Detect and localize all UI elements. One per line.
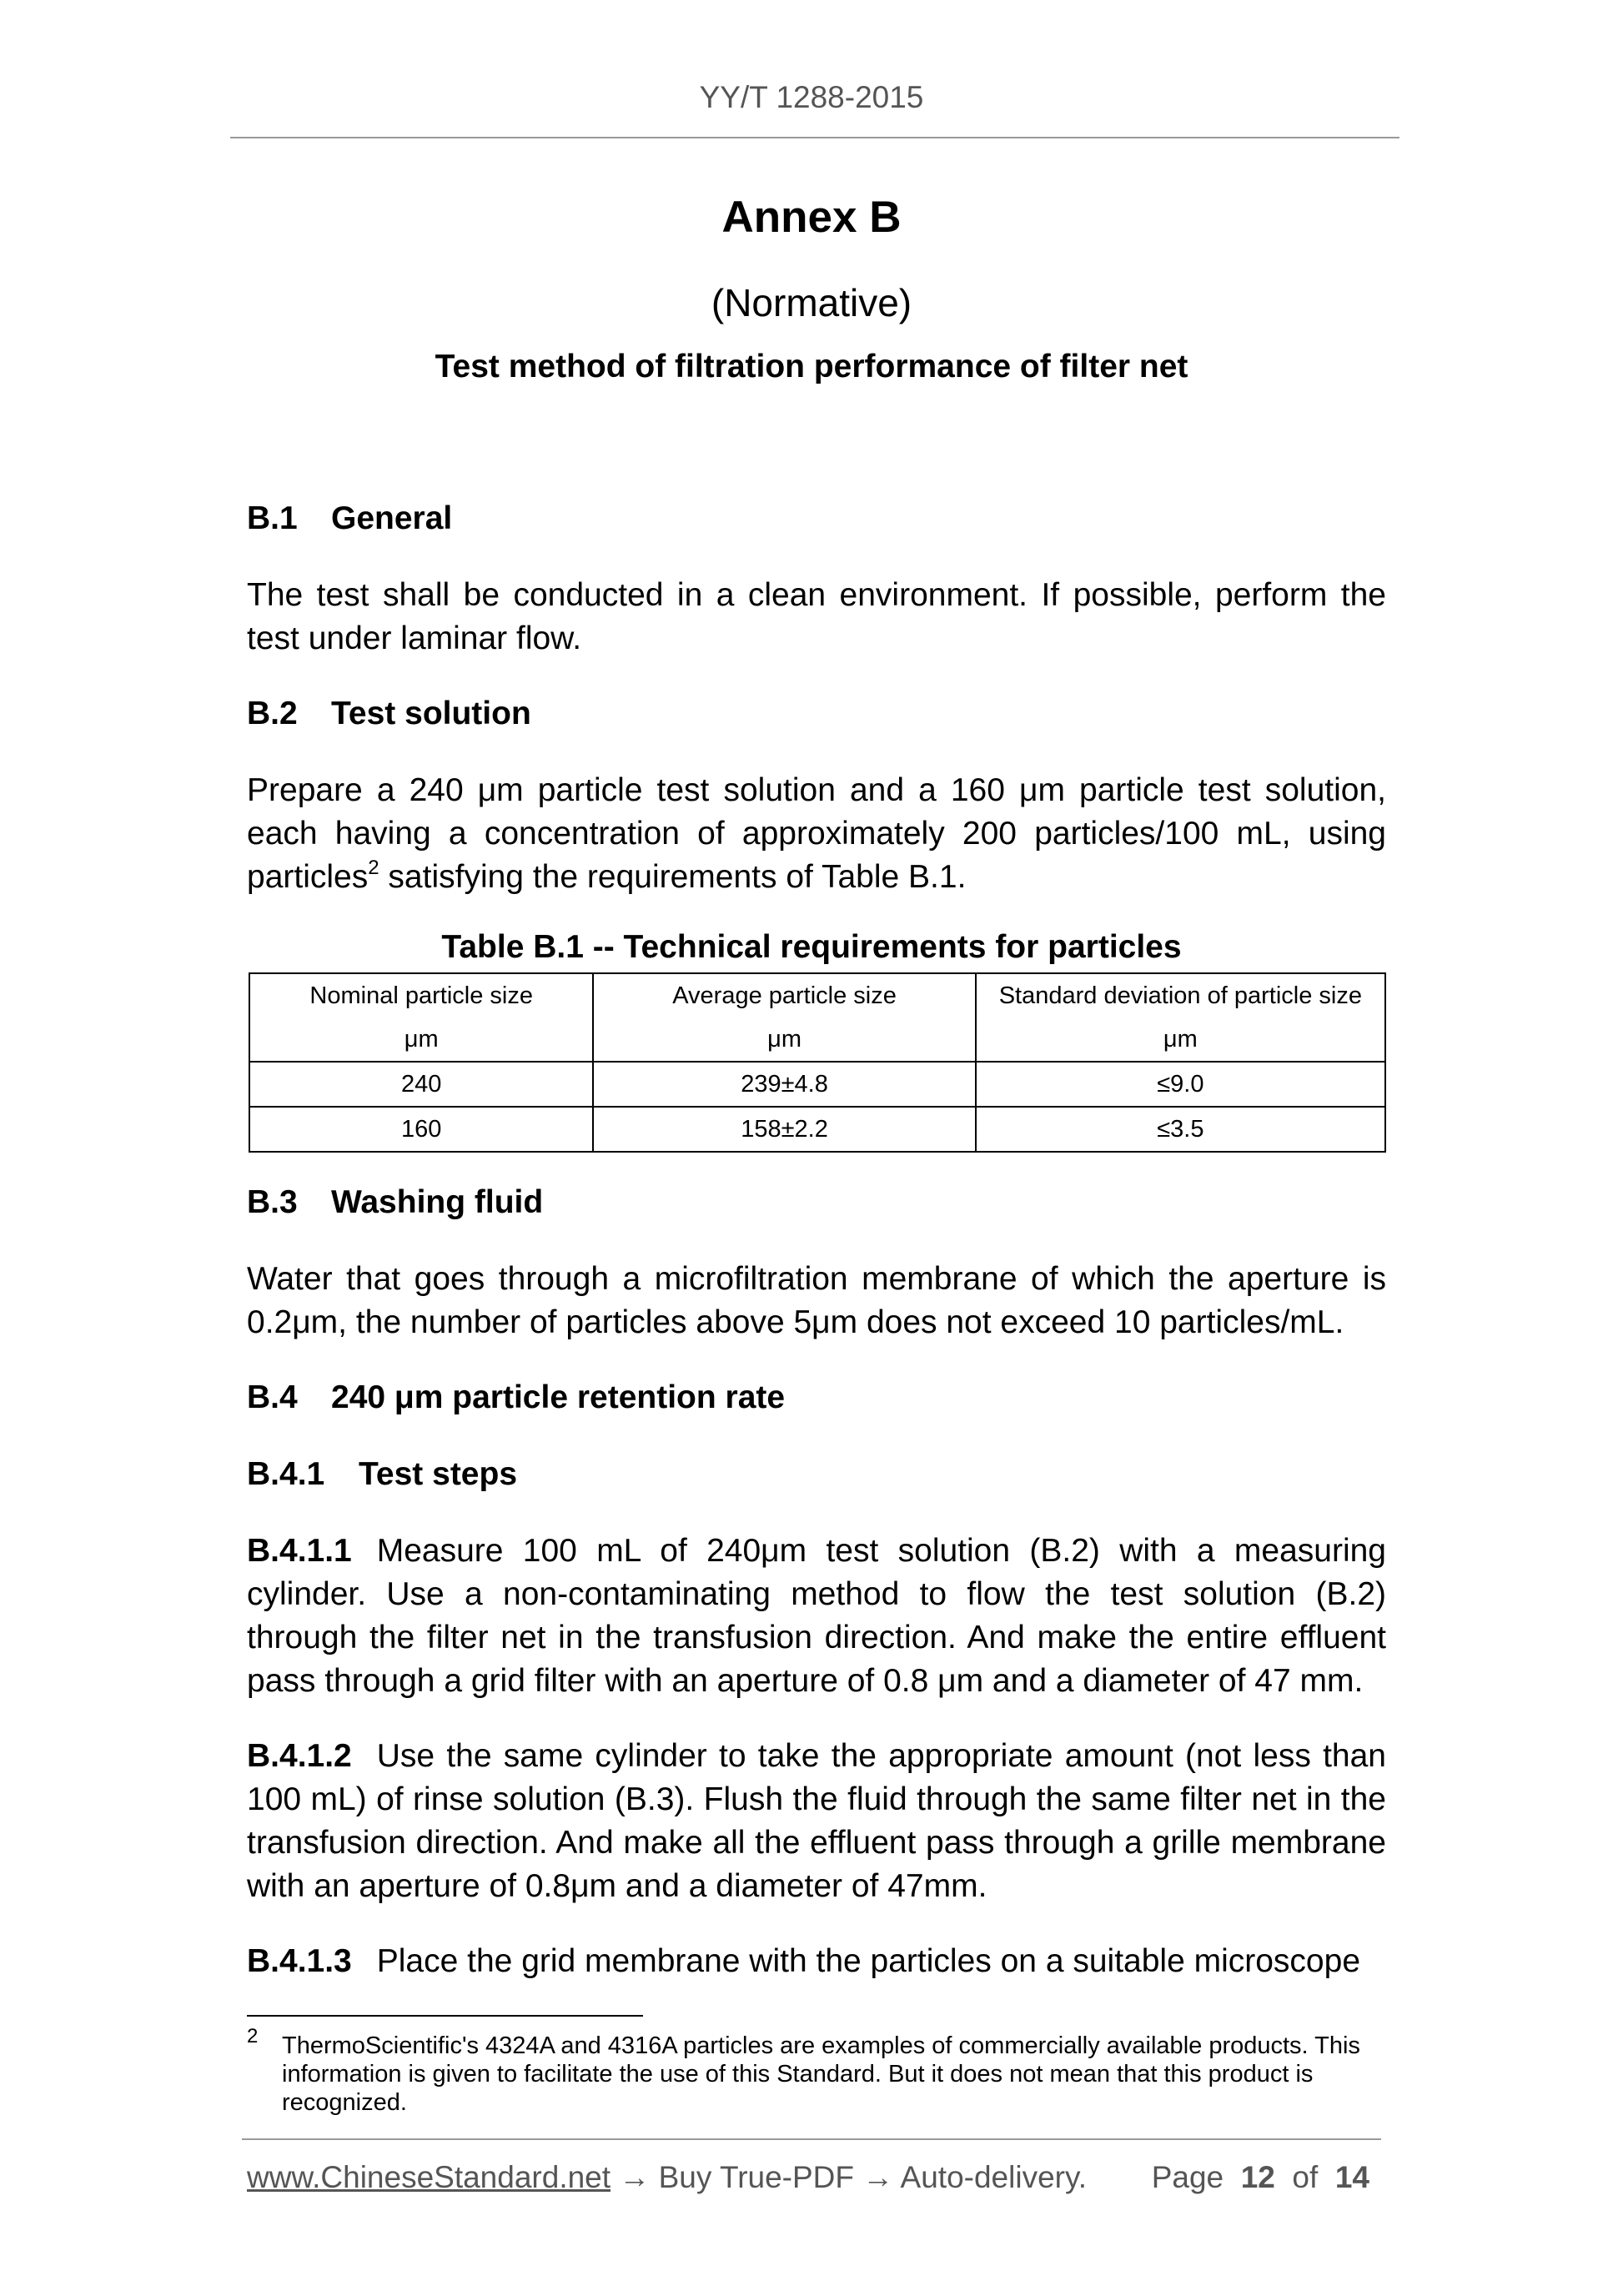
particle-requirements-table	[249, 972, 1386, 1153]
annex-status: (Normative)	[711, 281, 912, 324]
footnote-text: ThermoScientific's 4324A and 4316A particles are examples of commercially available products. This information is given to facilitate the use of this Standard. But it does not mean that this product is recognized.	[282, 2032, 1360, 2116]
table-caption: Table B.1 -- Technical requirements for particles	[441, 929, 1182, 965]
footer-divider	[242, 2138, 1381, 2140]
page-label: Page	[1151, 2160, 1224, 2194]
arrow-right-icon: →	[619, 2160, 651, 2194]
paragraph-text: Measure 100 mL of 240μm test solution (B.2) with a measuring cylinder. Use a non-contaminating method to flow the test solution (B.2) through the filter net in the transfusion direction. And make the entire effluent pass through a grid filter with an aperture of 0.8 μm and a diameter of 47 mm.	[247, 1533, 1386, 1699]
page-total: 14	[1334, 2160, 1369, 2194]
table-unit-cell: μm	[976, 1017, 1385, 1062]
delivery-label: Auto-delivery.	[900, 2160, 1088, 2194]
table-cell: ≤3.5	[976, 1107, 1385, 1152]
annex-caption: Test method of filtration performance of filter net	[435, 349, 1188, 384]
paragraph-text: Use the same cylinder to take the appropriate amount (not less than 100 mL) of rinse solution (B.3). Flush the fluid through the same filter net in the transfusion direction. And make all the effluent pass through a grille membrane with an aperture of 0.8μm and a diameter of 47mm.	[247, 1738, 1386, 1904]
section-title: General	[331, 500, 453, 536]
table-cell: 160	[249, 1107, 593, 1152]
paragraph-text: Prepare a 240 μm particle test solution and a 160 μm particle test solution, each having a concentration of approximately 200 particles/100 mL, using particles	[247, 772, 1386, 895]
buy-label: Buy True-PDF	[658, 2160, 855, 2194]
footnote-reference[interactable]: 2	[368, 857, 379, 879]
section-number: B.4.1	[247, 1456, 325, 1492]
table-unit-cell: μm	[249, 1017, 593, 1062]
table-units-row	[249, 1017, 1385, 1062]
paragraph-b3: Water that goes through a microfiltration membrane of which the aperture is 0.2μm, the number of particles above 5μm does not exceed 10 particles/mL.	[247, 1261, 1386, 1340]
table-header-cell: Nominal particle size	[249, 973, 593, 1017]
section-title: Washing fluid	[331, 1184, 544, 1220]
paragraph-text-continued: satisfying the requirements of Table B.1.	[379, 859, 967, 895]
table-row	[249, 1107, 1385, 1152]
page-footer	[247, 2160, 1381, 2195]
paragraph-text: Place the grid membrane with the particles on a suitable microscope	[376, 1943, 1361, 1979]
website-link[interactable]: www.ChineseStandard.net	[247, 2160, 611, 2194]
paragraph-b2	[247, 769, 1386, 899]
section-number: B.4	[247, 1379, 298, 1415]
section-title: 240 μm particle retention rate	[331, 1379, 786, 1415]
paragraph-b411	[247, 1530, 1386, 1703]
footnote-divider	[247, 2015, 643, 2017]
paragraph-b1: The test shall be conducted in a clean environment. If possible, perform the test under laminar flow.	[247, 577, 1386, 656]
clause-number: B.4.1.2	[247, 1738, 352, 1774]
section-heading-b2	[247, 692, 531, 736]
document-standard-number: YY/T 1288-2015	[699, 80, 924, 114]
paragraph-b413	[247, 1940, 1386, 1983]
table-cell: ≤9.0	[976, 1062, 1385, 1107]
clause-number: B.4.1.3	[247, 1943, 352, 1979]
of-label: of	[1292, 2160, 1319, 2194]
table-row	[249, 1062, 1385, 1107]
section-title: Test steps	[359, 1456, 518, 1492]
section-number: B.1	[247, 500, 298, 536]
table-cell: 240	[249, 1062, 593, 1107]
table-cell: 158±2.2	[593, 1107, 975, 1152]
table-header-row	[249, 973, 1385, 1017]
section-heading-b1	[247, 497, 452, 540]
section-number: B.2	[247, 696, 298, 731]
section-title: Test solution	[331, 696, 531, 731]
page-number: 12	[1240, 2160, 1275, 2194]
section-heading-b41	[247, 1453, 517, 1496]
table-header-cell: Standard deviation of particle size	[976, 973, 1385, 1017]
section-heading-b4	[247, 1376, 785, 1419]
table-unit-cell: μm	[593, 1017, 975, 1062]
page-indicator	[1152, 2160, 1369, 2195]
clause-number: B.4.1.1	[247, 1533, 352, 1569]
table-cell: 239±4.8	[593, 1062, 975, 1107]
section-heading-b3	[247, 1181, 543, 1224]
footnote-mark: 2	[247, 2025, 259, 2047]
table-header-cell: Average particle size	[593, 973, 975, 1017]
header-divider	[230, 137, 1399, 138]
annex-title: Annex B	[721, 193, 902, 242]
arrow-right-icon: →	[862, 2160, 894, 2194]
paragraph-b412	[247, 1735, 1386, 1908]
section-number: B.3	[247, 1184, 298, 1220]
